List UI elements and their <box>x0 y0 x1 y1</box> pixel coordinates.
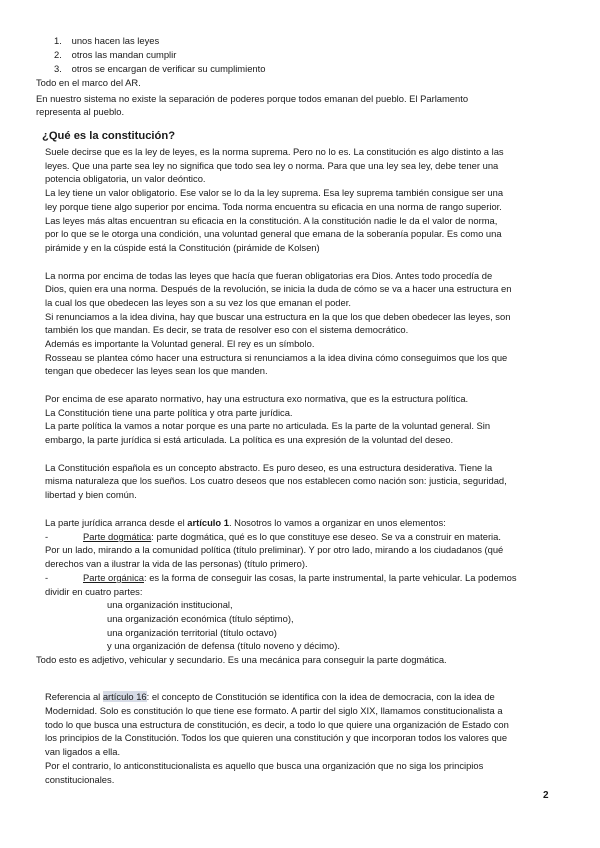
sub-list-item: y una organización de defensa (título noveno y décimo). <box>107 640 340 651</box>
text-line: Además es importante la Voluntad general. El rey es un símbolo. <box>45 338 315 349</box>
text-line: La ley tiene un valor obligatorio. Ese valor se lo da la ley suprema. Esa ley suprema también consigue ser una <box>45 187 504 198</box>
text-line: van ligados a ella. <box>45 746 121 757</box>
text-line: Por el contrario, lo anticonstitucionalista es aquello que busca una organización que no siga los principios <box>45 760 484 771</box>
text-line: libertad y bien común. <box>45 489 137 500</box>
text-line: dividir en cuatro partes: <box>45 586 143 597</box>
text-line: Dios, quien era una norma. Después de la revolución, se inicia la duda de cómo se va a hacer una estructura en <box>45 283 512 294</box>
list-item: 2. otros las mandan cumplir <box>54 49 177 60</box>
text-line: Todo en el marco del AR. <box>36 77 141 88</box>
text-line: Referencia al artículo 16: el concepto de Constitución se identifica con la idea de democracia, con la idea de <box>45 691 495 702</box>
text-line: embargo, la parte jurídica si está articulada. La política es una expresión de la voluntad del deseo. <box>45 434 454 445</box>
list-item: - Parte orgánica: es la forma de conseguir las cosas, la parte instrumental, la parte vehicular. La podemos <box>45 572 517 583</box>
list-item: 3. otros se encargan de verificar su cumplimiento <box>54 63 266 74</box>
text-line: misma naturaleza que los sueños. Los cuatro deseos que nos establecen como nación son: justicia, seguridad, <box>45 475 507 486</box>
text-line: pirámide y en la cúspide está la Constitución (pirámide de Kolsen) <box>45 242 320 253</box>
text-line: La Constitución española es un concepto abstracto. Es puro deseo, es una estructura desiderativa. Tiene la <box>45 462 493 473</box>
text-line: Por encima de ese aparato normativo, hay una estructura exo normativa, que es la estructura política. <box>45 393 469 404</box>
text-line: ley porque tiene algo superior por encima. Toda norma encuentra su eficacia en una norma de rango superior. <box>45 201 502 212</box>
text-line: Suele decirse que es la ley de leyes, es la norma suprema. Pero no lo es. La constitución es algo distinto a las <box>45 146 504 157</box>
text-line: también los que mandan. Es decir, se trata de resolver eso con el sistema democrático. <box>45 324 409 335</box>
text-line: La parte política la vamos a notar porque es una parte no articulada. Es la parte de la voluntad general. Sin <box>45 420 491 431</box>
text-line: la cual los que obedecen las leyes son a su vez los que emanan el poder. <box>45 297 351 308</box>
text-line: Rosseau se plantea cómo hacer una estructura si renunciamos a la idea divina cómo conseguimos que los que <box>45 352 508 363</box>
text-line: La norma por encima de todas las leyes que hacía que fueran obligatorias era Dios. Antes todo procedía de <box>45 270 493 281</box>
text-line: los principios de la Constitución. Todos los que quieren una constitución y que incorporan todos los valores que <box>45 732 508 743</box>
text-line: representa al pueblo. <box>36 106 125 117</box>
parte-dogmatica-term: Parte dogmática <box>83 531 152 542</box>
text-line: En nuestro sistema no existe la separación de poderes porque todos emanan del pueblo. El Parlamento <box>36 93 469 104</box>
text-line: derechos van a ilustrar la vida de las personas) (título primero). <box>45 558 308 569</box>
list-item: - Parte dogmática: parte dogmática, qué es lo que constituye ese deseo. Se va a construir en materia. <box>45 531 501 542</box>
text-line: potencia obligatoria, un valor deóntico. <box>45 173 206 184</box>
sub-list-item: una organización institucional, <box>107 599 233 610</box>
sub-list-item: una organización económica (título séptimo), <box>107 613 294 624</box>
text-line: Por un lado, mirando a la comunidad política (título preliminar). Y por otro lado, mirando a los ciudadanos (qué <box>45 544 504 555</box>
parte-organica-term: Parte orgánica <box>83 572 144 583</box>
text-line: Si renunciamos a la idea divina, hay que buscar una estructura en la que los que deben obedecer las leyes, son <box>45 311 511 322</box>
text-line: constitucionales. <box>45 774 115 785</box>
list-item: 1. unos hacen las leyes <box>54 35 160 46</box>
text-line: La parte jurídica arranca desde el artículo 1. Nosotros lo vamos a organizar en unos elementos: <box>45 517 446 528</box>
page-number: 2 <box>543 790 549 801</box>
text-line: Modernidad. Solo es constitución lo que tiene ese formato. A partir del siglo XIX, llamamos constitucionalista a <box>45 705 503 716</box>
text-line: tengan que obedecer las leyes sean los que manden. <box>45 365 268 376</box>
text-line: todo lo que busca una estructura de constitución, es decir, a todo lo que quiere una organización de Estado con <box>45 719 509 730</box>
text-line: Las leyes más altas encuentran su eficacia en la constitución. A la constitución nadie le da el valor de norma, <box>45 215 498 226</box>
text-line: leyes. Que una parte sea ley no significa que todo sea ley o norma. Para que una ley sea ley, debe tener una <box>45 160 499 171</box>
highlighted-reference: artículo 16 <box>102 691 147 702</box>
text-line: La Constitución tiene una parte política y otra parte jurídica. <box>45 407 293 418</box>
section-heading: ¿Qué es la constitución? <box>42 130 176 142</box>
sub-list-item: una organización territorial (título octavo) <box>107 627 277 638</box>
text-line: Todo esto es adjetivo, vehicular y secundario. Es una mecánica para conseguir la parte dogmática. <box>36 654 447 665</box>
text-line: por lo que se le otorga una condición, una voluntad general que emana de la soberanía popular. Es como una <box>45 228 502 239</box>
